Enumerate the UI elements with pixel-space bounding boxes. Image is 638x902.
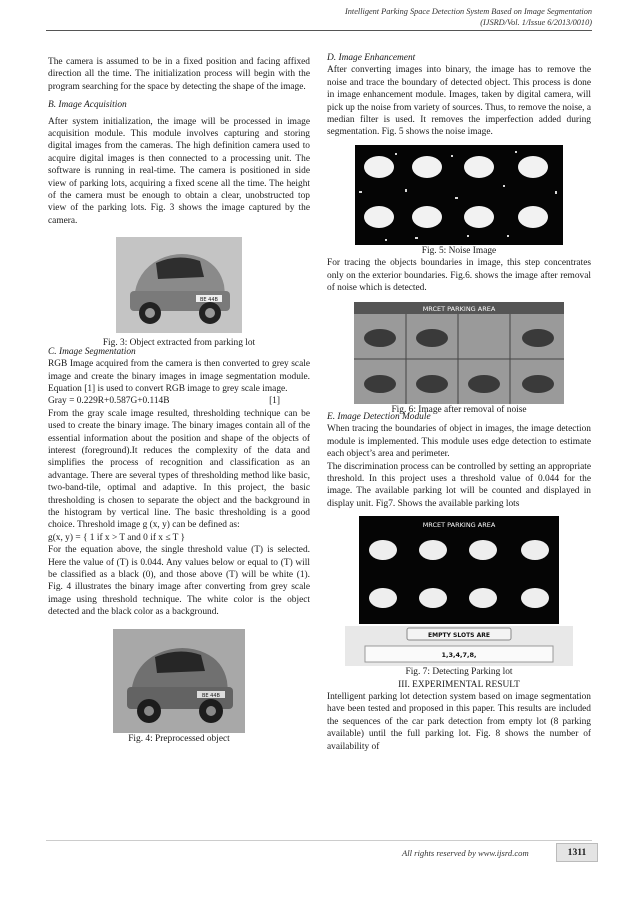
header-title: Intelligent Parking Space Detection System Based on Image Segmentation xyxy=(345,7,592,16)
paragraph: The discrimination process can be controlled by setting an appropriate threshold. In this project uses a threshold value of 0.044 for the image. The available parking lot will be counted and displayed in display unit. Fig7. Shows the available parking lots xyxy=(327,461,591,509)
paragraph: When tracing the boundaries of object in images, the image detection module is implemented. This module uses edge detection to estimate each object’s area and perimeter. xyxy=(327,424,591,460)
page-number: 1311 xyxy=(556,843,598,862)
paragraph: After system initialization, the image will be processed in image acquisition module. This module involves capturing and storing digital images from the cameras. The high definition camera used to acquire digital images is then connected to a processing unit. The software is running in real-time. The camera is positioned in side view of parking lots, acquiring a fixed scene all the time. The height of the camera must be enough to obtain a clear, unobstructed top view of the parking lots. Fig. 3 shows the image captured by the camera. xyxy=(48,116,310,226)
empty-slots-value: 1,3,4,7,8, xyxy=(441,651,477,660)
figure-3-caption: Fig. 3: Object extracted from parking lot xyxy=(102,338,256,349)
figure-6-clean-image xyxy=(354,302,564,404)
section-heading-experimental-result: III. EXPERIMENTAL RESULT xyxy=(398,679,520,690)
paragraph: Intelligent parking lot detection system based on image segmentation have been tested and proposed in this paper. This results are included the sequences of the car park detection from empty lot (8 parking available) until the full parking lot. Fig. 8 shows the number of availability of xyxy=(327,691,591,752)
empty-slots-label: EMPTY SLOTS ARE xyxy=(428,632,490,640)
figure-6-caption: Fig. 6: Image after removal of noise xyxy=(391,405,527,416)
footer-rule xyxy=(46,840,592,841)
parking-area-banner: MRCET PARKING AREA xyxy=(422,305,496,314)
left-column xyxy=(48,56,310,745)
figure-5-noise-image xyxy=(355,145,563,245)
equation-1 xyxy=(48,395,310,407)
equation-1-text: Gray = 0.229R+0.587G+0.114B xyxy=(48,396,170,407)
header-rule xyxy=(46,30,592,31)
figure-4-caption: Fig. 4: Preprocessed object xyxy=(128,733,230,744)
paragraph: For tracing the objects boundaries in image, this step concentrates only on the exterior boundaries. Fig.6. shows the image after removal of noise which is detected. xyxy=(327,258,591,294)
section-heading-image-enhancement: D. Image Enhancement xyxy=(327,53,416,63)
figure-3-car-image xyxy=(116,237,242,333)
right-column xyxy=(327,53,591,753)
figure-7-detection-image xyxy=(345,516,573,666)
section-heading-image-detection: E. Image Detection Module xyxy=(327,411,431,422)
figure-4-preprocessed-car-image xyxy=(113,629,245,733)
footer-rights: All rights reserved by www.ijsrd.com xyxy=(402,848,529,858)
license-plate-text: BE 44B xyxy=(200,297,218,304)
section-heading-image-acquisition: B. Image Acquisition xyxy=(48,100,127,111)
paragraph: RGB Image acquired from the camera is then converted to grey scale image and create the binary images in image segmentation module. Equation [1] is used to convert RGB image to grey scale image. xyxy=(48,359,310,394)
paragraph: For the equation above, the single threshold value (T) is selected. Here the value of (T) is 0.044. Any values below or equal to (T) will be classified as a black (0), and those above (T) will be white (1). Fig. 4 illustrates the binary image after converting from grey scale image using threshold technique. The white color is the object detected and the black color as a background. xyxy=(48,545,310,618)
license-plate-text: BE 44B xyxy=(202,692,220,699)
parking-area-banner: MRCET PARKING AREA xyxy=(422,521,496,530)
equation-1-number: [1] xyxy=(269,396,280,407)
paragraph: The camera is assumed to be in a fixed position and facing affixed direction all the time. The initialization process will begin with the program searching for the space by detecting the shape of the image. xyxy=(48,57,310,92)
figure-7-caption: Fig. 7: Detecting Parking lot xyxy=(405,667,513,678)
equation-2: g(x, y) = { 1 if x > T and 0 if x ≤ T } xyxy=(48,532,186,543)
section-heading-image-segmentation: C. Image Segmentation xyxy=(48,346,136,357)
paragraph: After converting images into binary, the image has to remove the noise and trace the boundary of detected object. This process is done in image enhancement module. Images, taken by digital camera, will pick up the noise from variety of sources. Thus, to remove the noise, a median filter is used. It removes the imperfection added during segmentation. Fig. 5 shows the noise image. xyxy=(327,65,591,138)
paragraph: From the gray scale image resulted, thresholding technique can be used to create the binary image. The binary images contain all of the essential information about the position and shape of the objects of interest (foreground).It reduces the complexity of the data and simplifies the process of recognition and classification as an advantage. There are several types of thresholding method like basic, two-band-tile, optimal and adaptive. In this project, the basic thresholding is chosen to separate the object and the background in the histogram by vertical line. The basic thresholding is a good choice. Threshold image g (x, y) can be defined as: xyxy=(48,408,310,531)
header-volume: (IJSRD/Vol. 1/Issue 6/2013/0010) xyxy=(480,18,592,27)
running-header xyxy=(345,6,592,28)
figure-5-caption: Fig. 5: Noise Image xyxy=(421,245,497,256)
